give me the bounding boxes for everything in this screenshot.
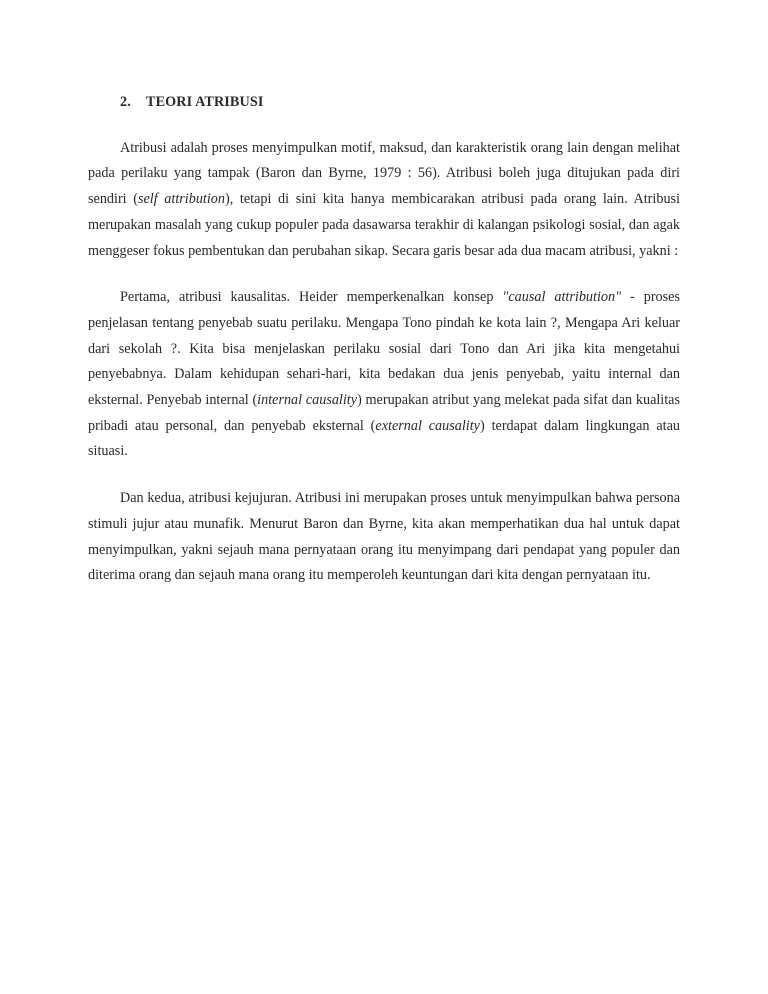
paragraph-text: ), tetapi di sini kita hanya membicarakan atribusi pada orang lain. Atribusi merupakan masalah yang cukup populer pada dasawarsa terakhir di kalangan psikologi sosial, dan agak menggeser fokus pembentukan dan perubahan sikap. Secara garis besar ada dua macam atribusi, yakni : [88, 191, 681, 259]
document-body [88, 90, 680, 610]
italic-term: external causality [375, 417, 480, 434]
paragraph-honesty-attribution [88, 486, 680, 589]
paragraph-text: Pertama, atribusi kausalitas. Heider memperkenalkan konsep [120, 289, 503, 306]
section-heading [120, 90, 680, 116]
paragraph-text: ) merupakan atribut yang melekat pada sifat dan kualitas pribadi atau personal, dan penyebab eksternal ( [88, 392, 681, 434]
section-title: TEORI ATRIBUSI [146, 94, 264, 110]
italic-term: self attribution [137, 191, 225, 208]
paragraph-text: - proses penjelasan tentang penyebab suatu perilaku. Mengapa Tono pindah ke kota lain ?, Mengapa Ari keluar dari sekolah ?. Kita bisa menjelaskan perilaku sosial dari Tono dan Ari jika kita mengetahui penyebabnya. Dalam kehidupan sehari-hari, kita bedakan dua jenis penyebab, yaitu internal dan eksternal. Penyebab internal ( [88, 289, 680, 409]
paragraph-text: Atribusi adalah proses menyimpulkan motif, maksud, dan karakteristik orang lain dengan melihat pada perilaku yang tampak (Baron dan Byrne, 1979 : 56). Atribusi boleh juga ditujukan pada diri sendiri ( [88, 139, 680, 208]
paragraph-text: Dan kedua, atribusi kejujuran. Atribusi ini merupakan proses untuk menyimpulkan bahwa persona stimuli jujur atau munafik. Menurut Baron dan Byrne, kita akan memperhatikan dua hal untuk dapat menyimpulkan, yakni sejauh mana pernyataan orang itu menyimpang dari pendapat yang populer dan diterima orang dan sejauh mana orang itu memperoleh keuntungan dari kita dengan pernyataan itu. [88, 490, 680, 584]
paragraph-definition [88, 136, 680, 265]
italic-term: internal causality [257, 392, 358, 409]
paragraph-causal-attribution [88, 285, 680, 465]
italic-term: "causal attribution" [502, 289, 622, 306]
section-number: 2. [120, 94, 131, 110]
paragraph-text: ) terdapat dalam lingkungan atau situasi. [88, 417, 680, 460]
